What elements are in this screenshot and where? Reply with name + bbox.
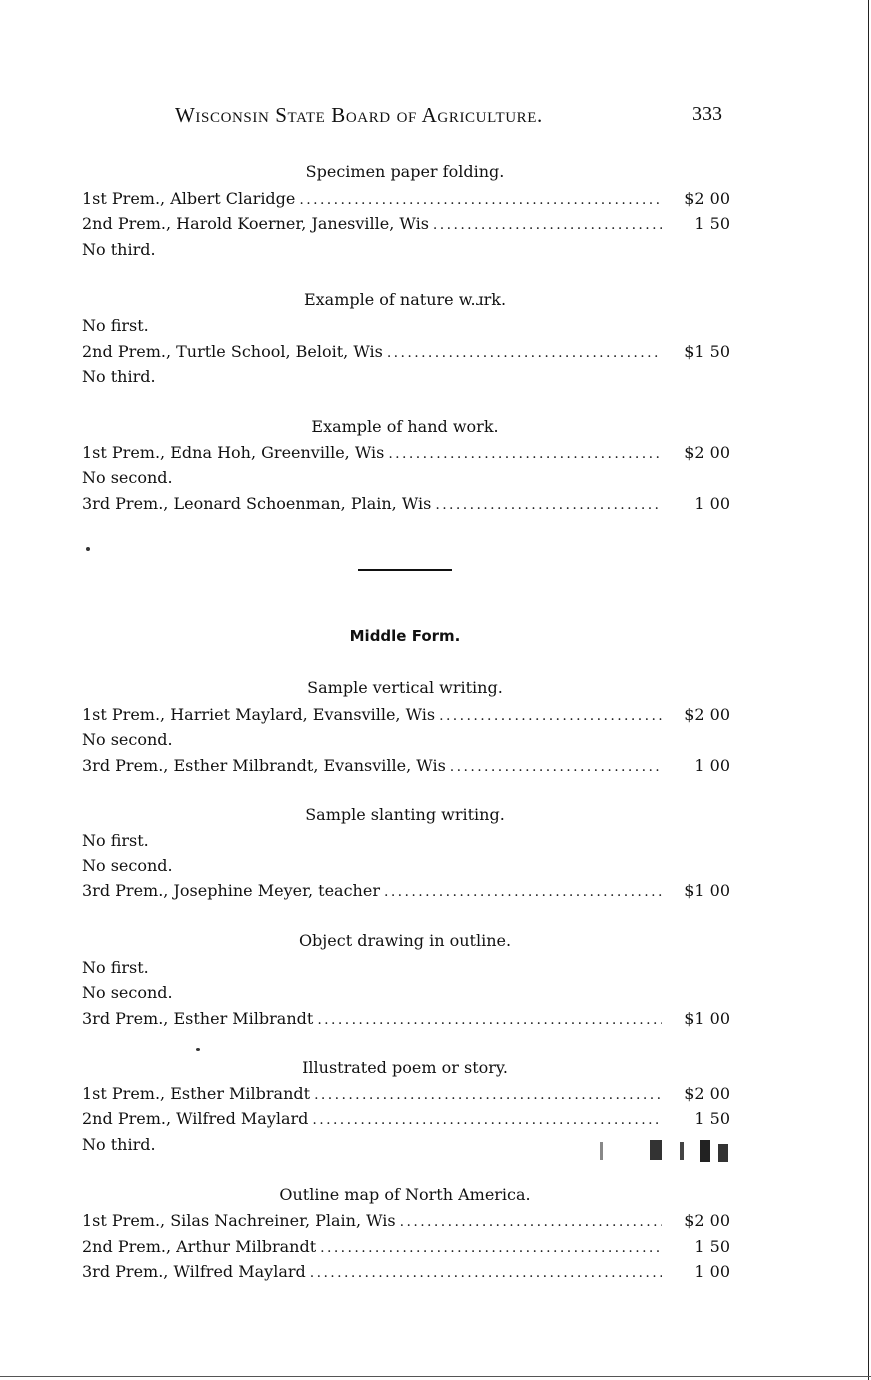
award-text: No second. — [82, 730, 173, 749]
dot-leader — [450, 754, 662, 780]
section-divider — [358, 569, 452, 571]
award-amount: 1 50 — [694, 1237, 730, 1256]
award-text: No third. — [82, 240, 156, 259]
award-line — [82, 440, 730, 466]
award-line — [82, 211, 730, 237]
award-line — [82, 1259, 730, 1285]
show-through-mark — [600, 1142, 603, 1160]
show-through-mark — [680, 1142, 684, 1160]
section-title: Outline map of North America. — [279, 1185, 531, 1204]
award-text: No first. — [82, 831, 149, 850]
award-amount: 1 00 — [694, 756, 730, 775]
award-line — [82, 702, 730, 728]
award-line — [82, 491, 730, 517]
award-text: 1st Prem., Edna Hoh, Greenville, Wis — [82, 443, 385, 462]
award-text: 3rd Prem., Wilfred Maylard — [82, 1262, 306, 1281]
award-amount: $2 00 — [684, 1084, 730, 1103]
award-amount: $2 00 — [684, 705, 730, 724]
award-amount: 1 50 — [694, 214, 730, 233]
dot-leader — [314, 1082, 662, 1108]
dot-leader — [320, 1235, 662, 1261]
award-text: No first. — [82, 958, 149, 977]
award-line — [82, 1234, 730, 1260]
award-text: 2nd Prem., Arthur Milbrandt — [82, 1237, 317, 1256]
award-text: 1st Prem., Esther Milbrandt — [82, 1084, 311, 1103]
award-line — [82, 364, 730, 390]
award-text: 3rd Prem., Leonard Schoenman, Plain, Wis — [82, 494, 432, 513]
award-line — [82, 878, 730, 904]
award-text: No third. — [82, 1135, 156, 1154]
section-title: Specimen paper folding. — [305, 162, 505, 181]
award-line — [82, 727, 730, 753]
dot-leader — [439, 703, 662, 729]
dot-leader — [312, 1107, 662, 1133]
section-title: Object drawing in outline. — [298, 931, 512, 950]
running-title: Wisconsin State Board of Agriculture. — [175, 103, 543, 127]
award-text: 2nd Prem., Wilfred Maylard — [82, 1109, 309, 1128]
award-line — [82, 1106, 730, 1132]
award-amount: $2 00 — [684, 443, 730, 462]
page-edge-bottom — [0, 1376, 871, 1377]
award-line — [82, 853, 730, 879]
award-amount: $1 50 — [684, 342, 730, 361]
page-edge — [868, 0, 869, 1380]
award-line — [82, 237, 730, 263]
award-line — [82, 955, 730, 981]
award-text: No first. — [82, 316, 149, 335]
award-line — [82, 753, 730, 779]
print-speck — [196, 1048, 200, 1051]
section-title: Example of nature w.ɹrk. — [303, 290, 507, 309]
page-number: 333 — [692, 103, 722, 125]
section-title: Sample vertical writing. — [307, 678, 503, 697]
award-line — [82, 339, 730, 365]
award-text: 2nd Prem., Harold Koerner, Janesville, Wis — [82, 214, 429, 233]
award-amount: $1 00 — [684, 1009, 730, 1028]
dot-leader — [387, 340, 662, 366]
award-line — [82, 1081, 730, 1107]
award-text: 3rd Prem., Josephine Meyer, teacher — [82, 881, 380, 900]
dot-leader — [310, 1260, 662, 1286]
page-header — [80, 103, 730, 133]
award-amount: $2 00 — [684, 1211, 730, 1230]
award-line — [82, 186, 730, 212]
award-line — [82, 980, 730, 1006]
award-line — [82, 465, 730, 491]
award-text: No second. — [82, 468, 173, 487]
award-text: 1st Prem., Albert Claridge — [82, 189, 296, 208]
award-amount: 1 50 — [694, 1109, 730, 1128]
award-amount: $2 00 — [684, 189, 730, 208]
section-title: Illustrated poem or story. — [302, 1058, 508, 1077]
section-title: Example of hand work. — [311, 417, 499, 436]
award-amount: 1 00 — [694, 494, 730, 513]
show-through-mark — [650, 1140, 662, 1160]
award-amount: $1 00 — [684, 881, 730, 900]
dot-leader — [435, 492, 662, 518]
award-line — [82, 1208, 730, 1234]
print-speck — [86, 547, 90, 551]
dot-leader — [317, 1007, 662, 1033]
award-line — [82, 828, 730, 854]
award-text: 2nd Prem., Turtle School, Beloit, Wis — [82, 342, 383, 361]
award-text: No second. — [82, 856, 173, 875]
show-through-mark — [718, 1144, 728, 1162]
award-line — [82, 1132, 730, 1158]
award-text: No second. — [82, 983, 173, 1002]
award-text: 1st Prem., Harriet Maylard, Evansville, Wis — [82, 705, 436, 724]
show-through-mark — [700, 1140, 710, 1162]
award-amount: 1 00 — [694, 1262, 730, 1281]
award-text: No third. — [82, 367, 156, 386]
dot-leader — [299, 187, 662, 213]
dot-leader — [388, 441, 662, 467]
award-text: 3rd Prem., Esther Milbrandt — [82, 1009, 314, 1028]
section-title: Sample slanting writing. — [305, 805, 505, 824]
dot-leader — [400, 1209, 662, 1235]
dot-leader — [433, 212, 662, 238]
award-line — [82, 1006, 730, 1032]
award-text: 3rd Prem., Esther Milbrandt, Evansville, Wis — [82, 756, 446, 775]
award-text: 1st Prem., Silas Nachreiner, Plain, Wis — [82, 1211, 396, 1230]
award-line — [82, 313, 730, 339]
form-heading: Middle Form. — [349, 627, 461, 645]
dot-leader — [384, 879, 662, 905]
